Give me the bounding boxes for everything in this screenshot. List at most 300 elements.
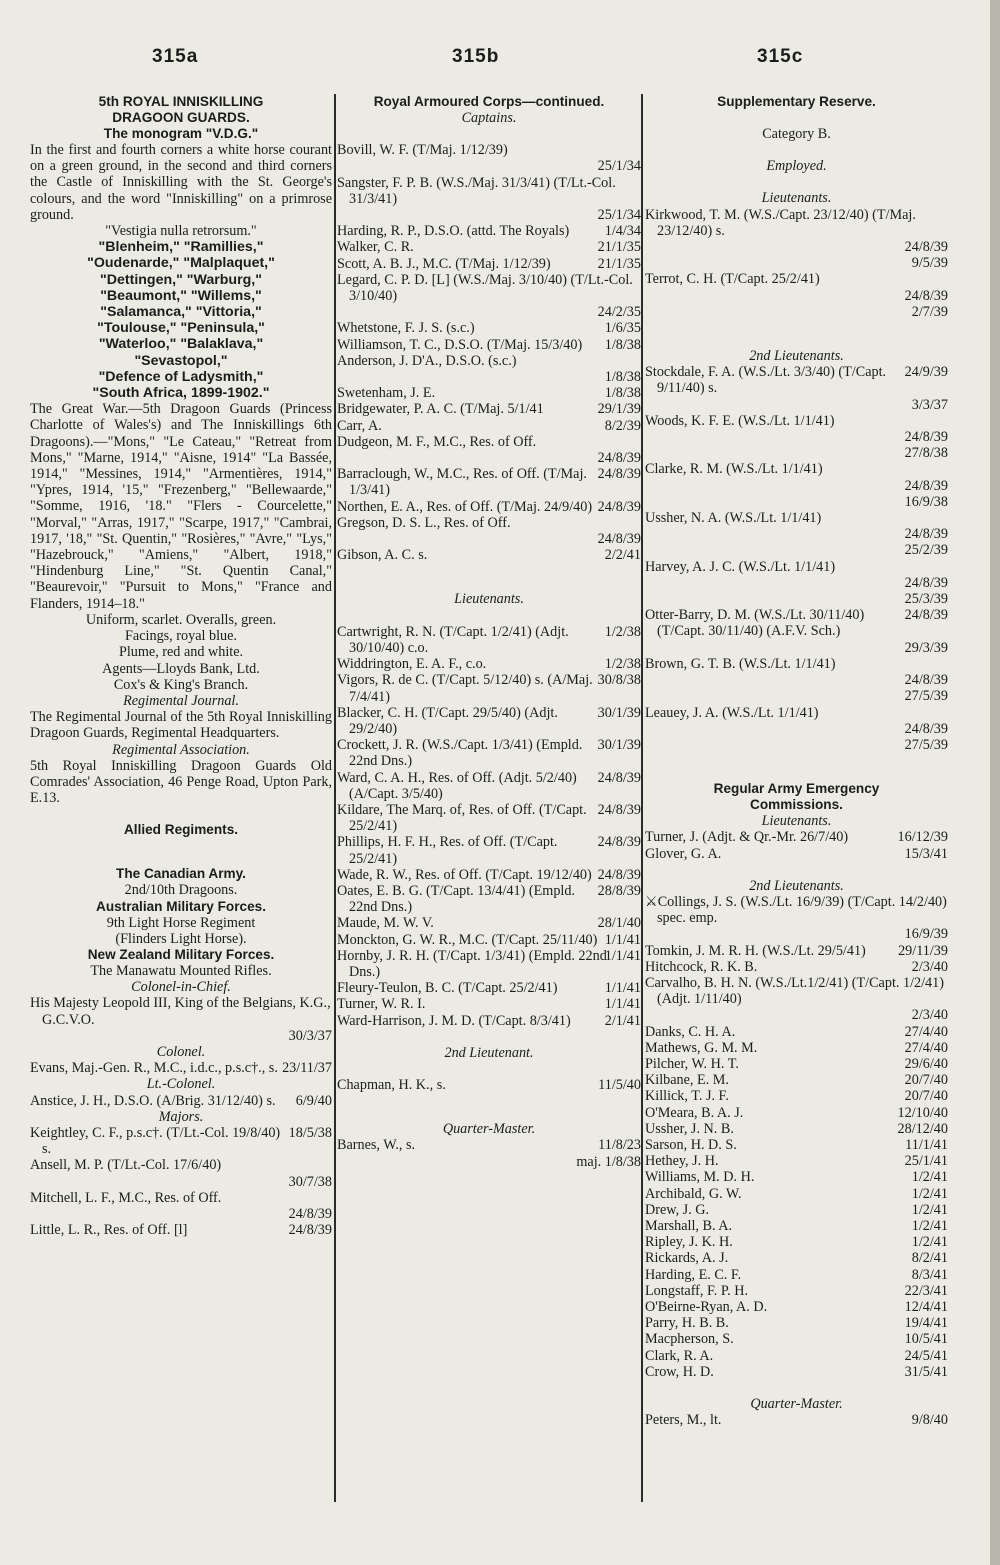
rank-heading: Regimental Journal. <box>123 692 239 709</box>
entry-date: 24/8/39 <box>597 466 641 483</box>
entry-date: 29/11/39 <box>898 942 948 959</box>
rank-heading: Colonel-in-Chief. <box>131 979 231 996</box>
section-heading: Australian Military Forces. <box>96 898 266 914</box>
officer-entry <box>337 353 641 369</box>
column-315a <box>30 48 332 1238</box>
officer-entry <box>645 1234 948 1250</box>
officer-entry <box>337 1013 641 1029</box>
entry-date: 27/5/39 <box>904 688 948 705</box>
officer-entry <box>645 1202 948 1218</box>
officer-name: Cartwright, R. N. (T/Capt. 1/2/41) (Adjt. 30/10/40) c.o. <box>337 623 569 656</box>
entry-date: 24/8/39 <box>597 834 641 851</box>
officer-name: Gibson, A. C. s. <box>337 547 428 564</box>
section-heading: Royal Armoured Corps—continued. <box>373 94 605 109</box>
officer-entry <box>645 705 948 721</box>
entry-date: 10/5/41 <box>904 1331 948 1348</box>
rank-heading: 2nd Lieutenants. <box>749 877 844 894</box>
officer-entry <box>30 1190 332 1206</box>
officer-entry <box>645 1024 948 1040</box>
officer-name: Mitchell, L. F., M.C., Res. of Off. <box>30 1189 222 1206</box>
officer-entry <box>645 1267 948 1283</box>
officer-entry <box>645 1348 948 1364</box>
entry-date: 2/3/40 <box>911 958 948 975</box>
entry-date: 6/9/40 <box>295 1092 332 1109</box>
centered-line: 2nd/10th Dragoons. <box>124 882 238 899</box>
officer-name: Ward-Harrison, J. M. D. (T/Capt. 8/3/41) <box>337 1012 571 1029</box>
officer-name: Danks, C. H. A. <box>645 1023 736 1040</box>
officer-entry <box>645 207 948 239</box>
officer-name: Crow, H. D. <box>645 1363 714 1380</box>
entry-date: 2/7/39 <box>911 303 948 320</box>
entry-date: 9/8/40 <box>911 1412 948 1429</box>
entry-date: 12/4/41 <box>904 1299 948 1315</box>
entry-date: 28/1/40 <box>597 915 641 932</box>
officer-name: Crockett, J. R. (W.S./Capt. 1/3/41) (Empld. 22nd Dns.) <box>337 737 583 770</box>
entry-date: 2/2/41 <box>604 547 641 564</box>
officer-name: Barnes, W., s. <box>337 1137 416 1154</box>
section-heading: The monogram "V.D.G." <box>103 126 259 141</box>
rank-heading: Quarter-Master. <box>750 1396 843 1413</box>
officer-name: Phillips, H. F. H., Res. of Off. (T/Capt. 25/2/41) <box>337 834 558 867</box>
officer-entry <box>337 932 641 948</box>
centered-line: "Vestigia nulla retrorsum." <box>105 223 257 240</box>
officer-entry <box>337 401 641 417</box>
entry-date: 22/3/41 <box>904 1282 948 1299</box>
spacer <box>645 862 948 878</box>
officer-name: Hitchcock, R. K. B. <box>645 958 758 975</box>
officer-entry <box>645 1250 948 1266</box>
entry-date: 24/8/39 <box>597 531 641 548</box>
entry-date: maj. 1/8/38 <box>576 1153 641 1170</box>
battle-honours-line: "Toulouse," "Peninsula," <box>97 320 265 337</box>
officer-name: Widdrington, E. A. F., c.o. <box>337 656 487 673</box>
officer-entry <box>645 959 948 975</box>
entry-date: 8/2/39 <box>604 417 641 434</box>
officer-entry <box>337 996 641 1012</box>
officer-name: Anstice, J. H., D.S.O. (A/Brig. 31/12/40) s. <box>30 1092 276 1109</box>
officer-entry <box>337 547 641 563</box>
entry-date: 1/8/38 <box>604 336 641 353</box>
entry-date: 30/8/38 <box>597 672 641 689</box>
entry-date: 29/3/39 <box>904 639 948 656</box>
rank-heading: Employed. <box>766 158 827 175</box>
officer-name: Swetenham, J. E. <box>337 385 436 402</box>
centered-line: Agents—Lloyds Bank, Ltd. <box>102 660 260 677</box>
entry-date: 30/1/39 <box>597 704 641 721</box>
entry-date: 2/1/41 <box>604 1012 641 1029</box>
officer-name: His Majesty Leopold III, King of the Belgians, K.G., G.C.V.O. <box>30 995 331 1028</box>
entry-date: 30/1/39 <box>597 737 641 754</box>
entry-date: 24/8/39 <box>904 720 948 737</box>
officer-entry <box>645 1412 948 1428</box>
officer-entry <box>645 1331 948 1347</box>
officer-name: Peters, M., lt. <box>645 1412 722 1429</box>
officer-name: Monckton, G. W. R., M.C. (T/Capt. 25/11/40) <box>337 931 598 948</box>
officer-entry <box>645 846 948 862</box>
officer-name: Otter-Barry, D. M. (W.S./Lt. 30/11/40) (T/Capt. 30/11/40) (A.F.V. Sch.) <box>645 607 865 640</box>
entry-date: 11/1/41 <box>905 1136 948 1153</box>
officer-entry <box>337 337 641 353</box>
officer-entry <box>645 829 948 845</box>
entry-date: 19/4/41 <box>904 1315 948 1332</box>
entry-date: 1/2/41 <box>911 1185 948 1202</box>
spacer <box>337 563 641 591</box>
officer-name: Terrot, C. H. (T/Capt. 25/2/41) <box>645 271 820 288</box>
entry-date: 11/5/40 <box>598 1076 641 1093</box>
spacer <box>337 1029 641 1045</box>
entry-date: 28/8/39 <box>597 882 641 899</box>
officer-name: Fleury-Teulon, B. C. (T/Capt. 25/2/41) <box>337 980 558 997</box>
officer-entry <box>337 320 641 336</box>
entry-date: 16/9/39 <box>904 926 948 943</box>
officer-name: Ripley, J. K. H. <box>645 1234 733 1251</box>
officer-name: Pilcher, W. H. T. <box>645 1055 739 1072</box>
officer-name: Little, L. R., Res. of Off. [l] <box>30 1222 188 1239</box>
entry-date: 1/2/38 <box>604 656 641 673</box>
entry-date: 24/2/35 <box>597 304 641 321</box>
officer-entry <box>645 1056 948 1072</box>
officer-name: Turner, W. R. I. <box>337 996 426 1013</box>
officer-entry <box>30 1093 332 1109</box>
officer-entry <box>645 510 948 526</box>
column-315b <box>337 48 641 1170</box>
officer-name: Sarson, H. D. S. <box>645 1136 737 1153</box>
centered-line: (Flinders Light Horse). <box>115 930 247 947</box>
officer-entry <box>645 1088 948 1104</box>
officer-entry <box>337 256 641 272</box>
officer-entry <box>337 737 641 769</box>
officer-name: Sangster, F. P. B. (W.S./Maj. 31/3/41) (T/Lt.-Col. 31/3/41) <box>337 174 616 207</box>
officer-name: Harding, E. C. F. <box>645 1266 742 1283</box>
entry-date: 24/8/39 <box>597 866 641 883</box>
page-number-b: 315b <box>452 46 500 67</box>
entry-date: 20/7/40 <box>904 1072 948 1089</box>
officer-entry <box>337 142 641 158</box>
section-heading: Commissions. <box>750 797 843 813</box>
officer-name: Scott, A. B. J., M.C. (T/Maj. 1/12/39) <box>337 255 551 272</box>
officer-name: Archibald, G. W. <box>645 1185 742 1202</box>
centered-line: Category B. <box>762 126 831 142</box>
entry-date: 25/1/34 <box>597 207 641 224</box>
officer-entry <box>337 175 641 207</box>
officer-name: Kirkwood, T. M. (W.S./Capt. 23/12/40) (T/Maj. 23/12/40) s. <box>645 206 916 239</box>
entry-date: 1/6/35 <box>604 320 641 337</box>
officer-name: Harvey, A. J. C. (W.S./Lt. 1/1/41) <box>645 558 836 575</box>
entry-date: 24/8/39 <box>597 801 641 818</box>
rank-heading: Quarter-Master. <box>442 1121 536 1138</box>
entry-date: 24/8/39 <box>904 239 948 256</box>
officer-name: Killick, T. J. F. <box>645 1088 729 1105</box>
section-heading: 5th ROYAL INNISKILLING <box>98 94 264 109</box>
officer-entry <box>337 1137 641 1153</box>
officer-entry <box>645 1186 948 1202</box>
officer-entry <box>30 1157 332 1173</box>
entry-date: 21/1/35 <box>597 239 641 256</box>
paragraph: The Great War.—5th Dragoon Guards (Princess Charlotte of Wales's) and The Inniskillings 6th Dragoons).—"Mons," "Le Cateau," "Retreat from Mons," "Marne, 1914," "Aisne, 1914" "La Bassée, 1914," "Messines, 1914," "Armentières, 1914," "Ypres, 1914, '15," "Frezenberg," "Bellewaarde," "Somme, 1916, '18." "Flers - Courcelette," "Morval," "Arras, 1917," "Scarpe, 1917," "Cambrai, 1917, '18," "St. Quentin," "Rosières," "Avre," "Lys," "Hazebrouck," "Amiens," "Albert, 1918," "Hindenburg Line," "St. Quentin Canal," "Beaurevoir," "Pursuit to Mons," "France and Flanders, 1914–18." <box>30 401 332 612</box>
entry-date: 24/8/39 <box>904 429 948 446</box>
officer-entry <box>337 272 641 304</box>
entry-date: 1/8/38 <box>604 385 641 402</box>
officer-name: Anderson, J. D'A., D.S.O. (s.c.) <box>337 352 517 369</box>
officer-name: Ward, C. A. H., Res. of Off. (Adjt. 5/2/40) (A/Capt. 3/5/40) <box>337 769 577 802</box>
rank-heading: Colonel. <box>156 1043 206 1060</box>
spacer <box>30 806 332 822</box>
officer-entry <box>645 894 948 926</box>
officer-entry <box>645 1137 948 1153</box>
entry-date: 27/4/40 <box>904 1039 948 1056</box>
officer-name: Mathews, G. M. M. <box>645 1039 758 1056</box>
entry-date: 1/2/38 <box>604 623 641 640</box>
entry-date: 16/12/39 <box>897 829 948 846</box>
officer-entry <box>645 1121 948 1137</box>
entry-date: 23/11/37 <box>282 1060 332 1077</box>
page-number-a: 315a <box>152 46 199 67</box>
entry-date: 1/2/41 <box>911 1217 948 1234</box>
officer-entry <box>337 656 641 672</box>
entry-date: 25/2/39 <box>904 542 948 559</box>
battle-honours-line: "Defence of Ladysmith," <box>98 368 264 385</box>
officer-name: Barraclough, W., M.C., Res. of Off. (T/Maj. 1/3/41) <box>337 466 587 499</box>
entry-date: 1/1/41 <box>604 931 641 948</box>
entry-date: 1/2/41 <box>911 1169 948 1186</box>
officer-name: Drew, J. G. <box>645 1201 710 1218</box>
entry-date: 1/1/41 <box>604 947 641 964</box>
page-edge <box>990 0 1000 1565</box>
officer-name: Vigors, R. de C. (T/Capt. 5/12/40) s. (A/Maj. 7/4/41) <box>337 672 593 705</box>
officer-name: Brown, G. T. B. (W.S./Lt. 1/1/41) <box>645 655 836 672</box>
officer-entry <box>337 705 641 737</box>
entry-date: 3/3/37 <box>911 396 948 413</box>
officer-name: Carvalho, B. H. N. (W.S./Lt.1/2/41) (T/Capt. 1/2/41) (Adjt. 1/11/40) <box>645 974 944 1008</box>
officer-entry <box>645 1040 948 1056</box>
battle-honours-line: "Waterloo," "Balaklava," <box>98 336 264 353</box>
officer-name: Harding, R. P., D.S.O. (attd. The Royals) <box>337 223 570 240</box>
centered-line: Plume, red and white. <box>118 644 244 661</box>
entry-date: 27/8/38 <box>904 445 948 462</box>
officer-name: Chapman, H. K., s. <box>337 1076 446 1093</box>
officer-name: Kildare, The Marq. of, Res. of Off. (T/Capt. 25/2/41) <box>337 801 587 835</box>
centered-line: Facings, royal blue. <box>125 628 237 645</box>
entry-date: 27/4/40 <box>904 1023 948 1040</box>
entry-date: 27/5/39 <box>904 736 948 753</box>
officer-name: Marshall, B. A. <box>645 1217 733 1234</box>
officer-entry <box>30 1222 332 1238</box>
officer-name: Oates, E. B. G. (T/Capt. 13/4/41) (Empld. 22nd Dns.) <box>337 882 576 916</box>
entry-date: 8/2/41 <box>911 1250 948 1267</box>
officer-entry <box>645 364 948 396</box>
entry-date: 18/5/38 <box>288 1124 332 1141</box>
entry-date: 1/1/41 <box>604 980 641 997</box>
entry-date: 24/8/39 <box>597 769 641 786</box>
section-heading: New Zealand Military Forces. <box>87 946 275 962</box>
officer-name: Tomkin, J. M. R. H. (W.S./Lt. 29/5/41) <box>645 942 866 959</box>
officer-entry <box>337 770 641 802</box>
officer-name: Blacker, C. H. (T/Capt. 29/5/40) (Adjt. 29/2/40) <box>337 704 558 737</box>
spacer <box>645 320 948 348</box>
spacer <box>30 838 332 866</box>
officer-entry <box>645 943 948 959</box>
officer-name: Macpherson, S. <box>645 1331 734 1348</box>
rank-heading: Lieutenants. <box>761 190 832 207</box>
officer-name: Turner, J. (Adjt. & Qr.-Mr. 26/7/40) <box>645 829 849 846</box>
battle-honours-line: "Beaumont," "Willems," <box>100 287 262 304</box>
entry-date: 29/1/39 <box>597 401 641 418</box>
rank-heading: Lieutenants. <box>761 813 832 830</box>
entry-date: 24/9/39 <box>904 364 948 381</box>
entry-date: 31/5/41 <box>904 1363 948 1380</box>
paragraph: In the first and fourth corners a white horse courant on a green ground, in the second and third corners the Castle of Inniskilling with the St. George's colours, and the word "Inniskilling" on a primrose ground. <box>30 142 332 223</box>
spacer <box>645 753 948 781</box>
officer-entry <box>337 434 641 450</box>
officer-name: Dudgeon, M. F., M.C., Res. of Off. <box>337 433 537 450</box>
officer-name: Bridgewater, P. A. C. (T/Maj. 5/1/41 <box>337 401 544 418</box>
officer-entry <box>645 1072 948 1088</box>
section-heading: DRAGOON GUARDS. <box>112 110 250 125</box>
officer-entry <box>337 515 641 531</box>
entry-date: 11/8/23 <box>598 1137 641 1154</box>
entry-date: 1/8/38 <box>604 369 641 386</box>
entry-date: 24/8/39 <box>288 1222 332 1239</box>
officer-name: Hornby, J. R. H. (T/Capt. 1/3/41) (Empld. 22nd Dns.) <box>337 947 607 980</box>
officer-name: Walker, C. R. <box>337 239 414 256</box>
officer-name: Ussher, J. N. B. <box>645 1120 734 1137</box>
entry-date: 24/8/39 <box>597 498 641 515</box>
page-number-c: 315c <box>757 46 804 67</box>
officer-entry <box>30 1125 332 1157</box>
entry-date: 24/8/39 <box>904 574 948 591</box>
entry-date: 24/8/39 <box>904 526 948 543</box>
rank-heading: Lieutenants. <box>454 591 524 608</box>
battle-honours-line: "Dettingen," "Warburg," <box>100 271 262 288</box>
officer-entry <box>337 624 641 656</box>
rank-heading: Regimental Association. <box>112 741 250 758</box>
entry-date: 21/1/35 <box>597 255 641 272</box>
officer-entry <box>645 656 948 672</box>
officer-entry <box>337 883 641 915</box>
entry-date: 24/8/39 <box>904 287 948 304</box>
section-heading: Regular Army Emergency <box>713 781 880 797</box>
officer-entry <box>337 980 641 996</box>
entry-date: 1/1/41 <box>604 996 641 1013</box>
officer-entry <box>337 239 641 255</box>
rank-heading: 2nd Lieutenant. <box>444 1044 534 1061</box>
entry-date: 20/7/40 <box>904 1088 948 1105</box>
officer-name: Carr, A. <box>337 417 382 434</box>
officer-name: Stockdale, F. A. (W.S./Lt. 3/3/40) (T/Capt. 9/11/40) s. <box>645 364 887 397</box>
officer-entry <box>645 1299 948 1315</box>
entry-date: 30/7/38 <box>288 1173 332 1190</box>
spacer <box>645 174 948 190</box>
officer-entry <box>337 1077 641 1093</box>
entry-date: 25/1/34 <box>597 158 641 175</box>
battle-honours-line: "Oudenarde," "Malplaquet," <box>87 255 275 272</box>
battle-honours-line: "Salamanca," "Vittoria," <box>100 304 262 321</box>
entry-date: 24/5/41 <box>904 1347 948 1364</box>
officer-name: Williamson, T. C., D.S.O. (T/Maj. 15/3/40) <box>337 336 583 353</box>
officer-entry <box>645 1315 948 1331</box>
entry-date: 15/3/41 <box>904 845 948 862</box>
entry-date: 1/2/41 <box>911 1234 948 1251</box>
officer-name: Clarke, R. M. (W.S./Lt. 1/1/41) <box>645 461 823 478</box>
officer-entry <box>337 499 641 515</box>
spacer <box>645 142 948 158</box>
officer-entry <box>645 559 948 575</box>
officer-name: Leauey, J. A. (W.S./Lt. 1/1/41) <box>645 704 819 721</box>
entry-date: 25/1/41 <box>904 1153 948 1170</box>
rank-heading: Lt.-Colonel. <box>146 1076 216 1093</box>
officer-name: Williams, M. D. H. <box>645 1169 755 1186</box>
entry-date: 9/5/39 <box>911 255 948 272</box>
officer-entry <box>645 1218 948 1234</box>
paragraph: 5th Royal Inniskilling Dragoon Guards Old Comrades' Association, 46 Penge Road, Upton Park, E.13. <box>30 757 332 807</box>
section-heading: Allied Regiments. <box>123 822 239 838</box>
spacer <box>337 1093 641 1121</box>
officer-name: Rickards, A. J. <box>645 1250 729 1267</box>
officer-entry <box>645 271 948 287</box>
spacer <box>645 110 948 126</box>
centered-line: Cox's & King's Branch. <box>113 676 249 693</box>
officer-name: Clark, R. A. <box>645 1347 714 1364</box>
officer-entry <box>337 418 641 434</box>
battle-honours-line: "Sevastopol," <box>134 352 228 369</box>
column-315c <box>645 48 948 1428</box>
officer-name: Ansell, M. P. (T/Lt.-Col. 17/6/40) <box>30 1157 222 1174</box>
officer-entry <box>645 1153 948 1169</box>
officer-name: Gregson, D. S. L., Res. of Off. <box>337 514 511 531</box>
officer-entry <box>337 672 641 704</box>
officer-entry <box>337 867 641 883</box>
entry-date: 24/8/39 <box>904 477 948 494</box>
officer-name: Parry, H. B. B. <box>645 1315 729 1332</box>
officer-entry <box>337 385 641 401</box>
officer-name: ⚔Collings, J. S. (W.S./Lt. 16/9/39) (T/Capt. 14/2/40) spec. emp. <box>645 893 947 927</box>
officer-entry <box>337 834 641 866</box>
spacer <box>337 608 641 624</box>
officer-name: Longstaff, F. P. H. <box>645 1282 749 1299</box>
officer-entry <box>645 461 948 477</box>
officer-name: Ussher, N. A. (W.S./Lt. 1/1/41) <box>645 510 822 527</box>
entry-date: 30/3/37 <box>288 1027 332 1044</box>
officer-entry <box>30 1060 332 1076</box>
entry-date: 28/12/40 <box>897 1120 948 1137</box>
section-heading: Supplementary Reserve. <box>717 94 876 109</box>
battle-honours-line: "South Africa, 1899-1902." <box>92 385 270 402</box>
entry-date: 24/8/39 <box>288 1205 332 1222</box>
officer-name: Glover, G. A. <box>645 845 722 862</box>
officer-name: Maude, M. W. V. <box>337 915 434 932</box>
officer-entry <box>645 607 948 639</box>
entry-date: 1/4/34 <box>604 223 641 240</box>
officer-entry <box>337 223 641 239</box>
entry-date: 24/8/39 <box>904 672 948 689</box>
officer-entry <box>337 948 641 980</box>
officer-entry <box>337 802 641 834</box>
officer-name: Bovill, W. F. (T/Maj. 1/12/39) <box>337 142 508 159</box>
centered-line: Uniform, scarlet. Overalls, green. <box>85 611 277 628</box>
rank-heading: Majors. <box>158 1108 204 1125</box>
rank-heading: Captains. <box>461 110 517 126</box>
officer-name: Hethey, J. H. <box>645 1153 719 1170</box>
officer-entry <box>645 975 948 1007</box>
officer-entry <box>645 1283 948 1299</box>
rank-heading: 2nd Lieutenants. <box>749 348 844 365</box>
officer-entry <box>645 1105 948 1121</box>
spacer <box>645 1380 948 1396</box>
entry-date: 16/9/38 <box>904 493 948 510</box>
column-rule <box>334 94 336 1502</box>
officer-name: Woods, K. F. E. (W.S./Lt. 1/1/41) <box>645 412 835 429</box>
officer-name: Kilbane, E. M. <box>645 1072 729 1089</box>
